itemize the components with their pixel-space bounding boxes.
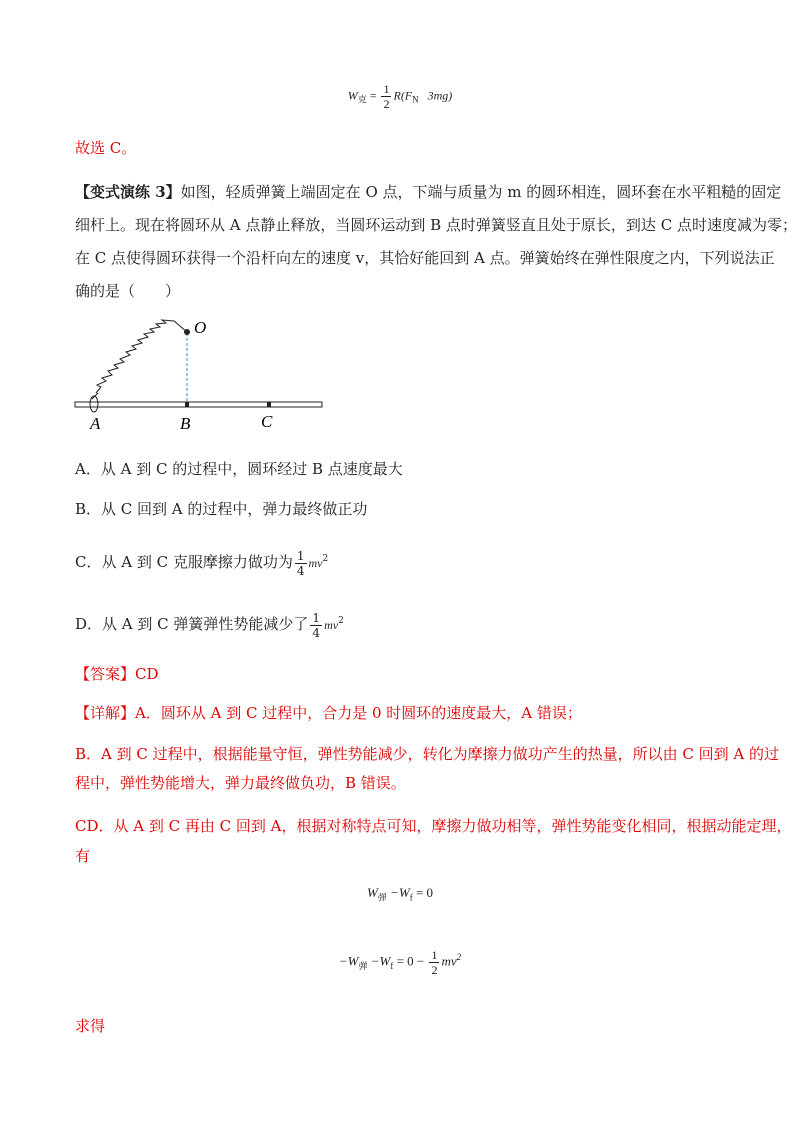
detail-line-4: CD．从 A 到 C 再由 C 回到 A，根据对称特点可知，摩擦力做功相等，弹性势能变化相同，根据动能定理， — [75, 817, 792, 835]
answer-value: CD — [135, 665, 159, 683]
question-text: 如图，轻质弹簧上端固定在 O 点，下端与质量为 m 的圆环相连，圆环套在水平粗糙的固定 — [180, 183, 782, 201]
option-c — [75, 548, 735, 578]
formula-text: W — [347, 88, 358, 103]
formula-text: = — [369, 88, 377, 103]
option-c-sup: 2 — [322, 554, 329, 564]
eq2-fraction: $\frac{1}{2}$ — [431, 948, 438, 977]
eq-text: W — [366, 885, 378, 900]
question-line-3: 在 C 点使得圆环获得一个沿杆向左的速度 v，其恰好能回到 A 点。弹簧始终在弹性限度之内，下列说法正 — [75, 249, 775, 267]
detail-line-1 — [75, 702, 735, 724]
option-c-fraction: $\frac{1}{4}$ — [296, 548, 305, 578]
top-formula — [0, 82, 800, 111]
equation-2 — [0, 948, 800, 977]
option-c-text: C．从 A 到 C 克服摩擦力做功为 — [75, 553, 293, 571]
answer-line — [75, 663, 735, 685]
question-line-1 — [75, 181, 782, 203]
eq-text: mv — [441, 953, 457, 969]
option-a: A．从 A 到 C 的过程中，圆环经过 B 点速度最大 — [75, 460, 403, 478]
spring-ring-diagram — [70, 315, 330, 435]
label-a: A — [90, 414, 101, 433]
point-b — [185, 402, 189, 407]
option-d-mv: mv — [324, 618, 339, 632]
option-b: B．从 C 回到 A 的过程中，弹力最终做正功 — [75, 500, 368, 518]
eq-text: = 0 — [415, 885, 434, 900]
formula-text: R(F — [393, 88, 413, 103]
detail-tag: 【详解】 — [75, 704, 136, 722]
rod — [75, 402, 322, 407]
formula-fraction: $\frac{1}{2}$ — [383, 82, 390, 111]
option-d-text: D．从 A 到 C 弹簧弹性势能减少了 — [75, 615, 309, 633]
option-d-sup: 2 — [338, 616, 344, 626]
label-c: C — [261, 412, 273, 431]
detail-line-3: 程中，弹性势能增大，弹力最终做负功，B 错误。 — [75, 774, 406, 792]
eq-sub: f — [390, 961, 394, 972]
point-o — [184, 329, 190, 335]
option-d-fraction: $\frac{1}{4}$ — [312, 610, 321, 640]
spring — [96, 320, 187, 393]
detail-text: A．圆环从 A 到 C 过程中，合力是 0 时圆环的速度最大，A 错误； — [135, 704, 582, 722]
formula-sub: 克 — [357, 94, 367, 105]
eq-text: −W — [370, 953, 391, 969]
formula-sub: N — [412, 94, 419, 105]
eq-text: −W — [390, 885, 410, 900]
formula-text: 3mg) — [427, 88, 453, 103]
detail-line-5: 有 — [75, 847, 91, 865]
detail-line-6: 求得 — [75, 1017, 106, 1035]
answer-tag: 【答案】 — [75, 665, 136, 683]
detail-line-2: B．A 到 C 过程中，根据能量守恒，弹性势能减少，转化为摩擦力做功产生的热量，所以由 C 回到 A 的过 — [75, 745, 780, 763]
question-tag: 【变式演练 3】 — [75, 183, 181, 201]
option-d — [75, 610, 735, 640]
eq-sub: 弹 — [377, 892, 387, 903]
eq-text: −W — [338, 953, 359, 969]
point-c — [267, 402, 271, 407]
option-c-mv: mv — [308, 556, 323, 570]
eq-sub: 弹 — [358, 961, 368, 972]
eq-sub: f — [409, 892, 413, 903]
eq-text: = 0 − — [396, 953, 425, 969]
question-line-4: 确的是（ ） — [75, 282, 181, 300]
label-o: O — [194, 318, 207, 337]
question-line-2: 细杆上。现在将圆环从 A 点静止释放，当圆环运动到 B 点时弹簧竖直且处于原长，到达 C 点时速度减为零； — [75, 216, 797, 234]
eq-sup: 2 — [456, 952, 462, 963]
equation-1 — [0, 885, 800, 904]
previous-answer: 故选 C。 — [75, 139, 137, 157]
label-b: B — [180, 414, 191, 433]
